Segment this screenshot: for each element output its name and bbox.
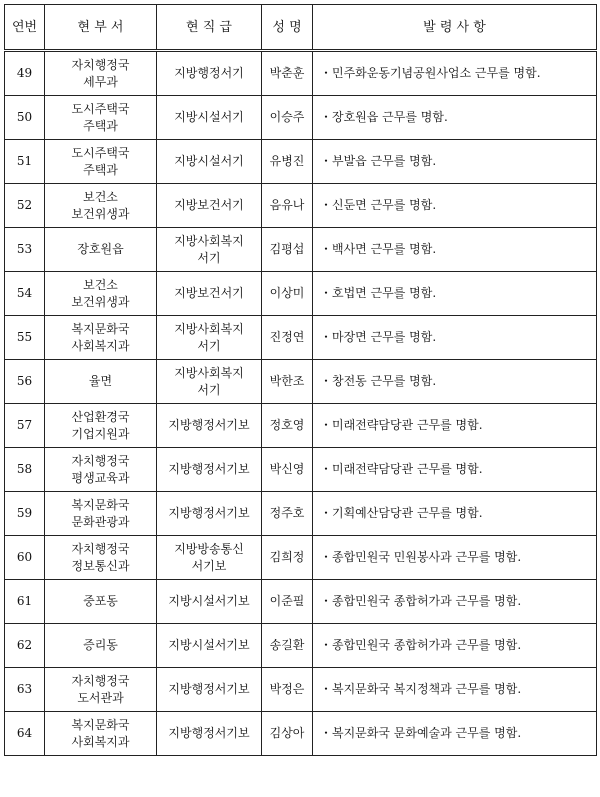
employee-name-cell	[262, 492, 313, 536]
current-department-cell-text: 자치행정국 세무과	[71, 57, 130, 89]
header-appointment: 발 령 사 항	[313, 5, 597, 51]
current-grade-cell	[157, 536, 262, 580]
table-row	[5, 140, 597, 184]
appointment-cell	[313, 96, 597, 140]
table-row	[5, 624, 597, 668]
appointment-cell	[313, 712, 597, 756]
appointment-cell	[313, 228, 597, 272]
header-current-grade: 현 직 급	[157, 5, 262, 51]
employee-name-cell-text: 음유나	[269, 198, 305, 212]
appointment-cell	[313, 272, 597, 316]
serial-number-cell	[5, 140, 45, 184]
table-row	[5, 580, 597, 624]
current-department-cell-text: 복지문화국 사회복지과	[71, 321, 130, 353]
current-department-cell	[45, 712, 157, 756]
serial-number-cell	[5, 492, 45, 536]
current-department-cell	[45, 228, 157, 272]
current-grade-cell	[157, 492, 262, 536]
table-row	[5, 184, 597, 228]
appointment-cell-text: ・부발읍 근무를 명함.	[320, 154, 437, 168]
current-department-cell-text: 도시주택국 주택과	[71, 145, 130, 177]
appointment-cell-text: ・미래전략담당관 근무를 명함.	[320, 418, 483, 432]
employee-name-cell-text: 박한조	[269, 374, 305, 388]
current-grade-cell-text: 지방보건서기	[174, 286, 244, 300]
employee-name-cell	[262, 360, 313, 404]
employee-name-cell-text: 김평섭	[269, 242, 305, 256]
current-grade-cell-text: 지방시설서기	[174, 110, 244, 124]
employee-name-cell-text: 이승주	[269, 110, 305, 124]
current-department-cell-text: 복지문화국 사회복지과	[71, 717, 130, 749]
employee-name-cell	[262, 51, 313, 96]
current-department-cell-text: 증리동	[83, 638, 118, 652]
current-department-cell	[45, 51, 157, 96]
current-grade-cell-text: 지방시설서기	[174, 154, 244, 168]
table-row	[5, 668, 597, 712]
employee-name-cell	[262, 536, 313, 580]
table-row	[5, 448, 597, 492]
appointment-cell-text: ・복지문화국 복지정책과 근무를 명함.	[320, 682, 522, 696]
current-grade-cell	[157, 140, 262, 184]
table-row	[5, 536, 597, 580]
appointment-cell-text: ・복지문화국 문화예술과 근무를 명함.	[320, 726, 522, 740]
serial-number-cell-text: 55	[16, 330, 33, 344]
current-department-cell-text: 자치행정국 정보통신과	[71, 541, 130, 573]
current-grade-cell-text: 지방행정서기보	[168, 682, 250, 696]
personnel-order-table	[4, 4, 597, 756]
personnel-order-document	[4, 4, 596, 756]
serial-number-cell	[5, 404, 45, 448]
appointment-cell-text: ・마장면 근무를 명함.	[320, 330, 437, 344]
serial-number-cell-text: 54	[16, 286, 33, 300]
current-grade-cell-text: 지방방송통신 서기보	[174, 541, 244, 573]
employee-name-cell-text: 김희정	[269, 550, 305, 564]
appointment-cell	[313, 536, 597, 580]
current-grade-cell	[157, 272, 262, 316]
current-department-cell	[45, 272, 157, 316]
current-department-cell	[45, 668, 157, 712]
current-grade-cell-text: 지방보건서기	[174, 198, 244, 212]
header-name: 성 명	[262, 5, 313, 51]
employee-name-cell-text: 송길환	[269, 638, 305, 652]
current-department-cell-text: 율면	[88, 374, 113, 388]
current-grade-cell	[157, 316, 262, 360]
table-row	[5, 228, 597, 272]
appointment-cell-text: ・기획예산담당관 근무를 명함.	[320, 506, 483, 520]
employee-name-cell	[262, 712, 313, 756]
serial-number-cell-text: 63	[16, 682, 33, 696]
appointment-cell	[313, 492, 597, 536]
serial-number-cell-text: 49	[16, 66, 33, 80]
current-grade-cell-text: 지방사회복지 서기	[174, 233, 244, 265]
serial-number-cell-text: 64	[16, 726, 33, 740]
serial-number-cell-text: 60	[16, 550, 33, 564]
serial-number-cell	[5, 580, 45, 624]
employee-name-cell-text: 박신영	[269, 462, 305, 476]
current-grade-cell	[157, 96, 262, 140]
current-grade-cell	[157, 404, 262, 448]
appointment-cell-text: ・종합민원국 종합허가과 근무를 명함.	[320, 594, 522, 608]
employee-name-cell	[262, 140, 313, 184]
current-department-cell-text: 산업환경국 기업지원과	[71, 409, 130, 441]
employee-name-cell-text: 이상미	[269, 286, 305, 300]
appointment-cell	[313, 184, 597, 228]
header-current-department: 현 부 서	[45, 5, 157, 51]
current-grade-cell	[157, 184, 262, 228]
current-grade-cell	[157, 624, 262, 668]
serial-number-cell-text: 52	[16, 198, 33, 212]
appointment-cell-text: ・창전동 근무를 명함.	[320, 374, 437, 388]
serial-number-cell	[5, 96, 45, 140]
serial-number-cell	[5, 668, 45, 712]
current-department-cell	[45, 448, 157, 492]
appointment-cell-text: ・장호원읍 근무를 명함.	[320, 110, 448, 124]
employee-name-cell	[262, 96, 313, 140]
current-grade-cell-text: 지방행정서기	[174, 66, 244, 80]
current-department-cell-text: 자치행정국 평생교육과	[71, 453, 130, 485]
table-row	[5, 492, 597, 536]
current-grade-cell	[157, 360, 262, 404]
serial-number-cell-text: 61	[16, 594, 33, 608]
current-department-cell	[45, 492, 157, 536]
employee-name-cell-text: 정호영	[269, 418, 305, 432]
current-grade-cell-text: 지방행정서기보	[168, 726, 250, 740]
serial-number-cell-text: 51	[16, 154, 33, 168]
employee-name-cell	[262, 184, 313, 228]
table-row	[5, 272, 597, 316]
table-row	[5, 360, 597, 404]
appointment-cell	[313, 668, 597, 712]
appointment-cell	[313, 448, 597, 492]
current-department-cell-text: 중포동	[83, 594, 118, 608]
appointment-cell-text: ・종합민원국 민원봉사과 근무를 명함.	[320, 550, 522, 564]
employee-name-cell-text: 이준필	[269, 594, 305, 608]
serial-number-cell-text: 62	[16, 638, 33, 652]
serial-number-cell	[5, 228, 45, 272]
current-grade-cell	[157, 580, 262, 624]
employee-name-cell-text: 김상아	[269, 726, 305, 740]
header-row	[5, 5, 597, 51]
serial-number-cell	[5, 360, 45, 404]
table-row	[5, 404, 597, 448]
serial-number-cell	[5, 448, 45, 492]
serial-number-cell-text: 57	[16, 418, 33, 432]
serial-number-cell-text: 58	[16, 462, 33, 476]
employee-name-cell	[262, 624, 313, 668]
appointment-cell-text: ・신둔면 근무를 명함.	[320, 198, 437, 212]
current-department-cell-text: 도시주택국 주택과	[71, 101, 130, 133]
current-department-cell-text: 보건소 보건위생과	[71, 189, 130, 221]
current-grade-cell	[157, 448, 262, 492]
header-serial-number: 연번	[5, 5, 45, 51]
appointment-cell	[313, 624, 597, 668]
current-department-cell	[45, 580, 157, 624]
serial-number-cell	[5, 624, 45, 668]
appointment-cell	[313, 580, 597, 624]
appointment-cell	[313, 140, 597, 184]
current-grade-cell-text: 지방행정서기보	[168, 462, 250, 476]
employee-name-cell	[262, 448, 313, 492]
appointment-cell-text: ・종합민원국 종합허가과 근무를 명함.	[320, 638, 522, 652]
serial-number-cell	[5, 316, 45, 360]
current-department-cell	[45, 96, 157, 140]
table-row	[5, 96, 597, 140]
employee-name-cell	[262, 272, 313, 316]
appointment-cell	[313, 316, 597, 360]
current-grade-cell	[157, 668, 262, 712]
employee-name-cell	[262, 580, 313, 624]
appointment-cell	[313, 360, 597, 404]
current-department-cell-text: 장호원읍	[77, 242, 124, 256]
current-department-cell	[45, 140, 157, 184]
appointment-cell-text: ・민주화운동기념공원사업소 근무를 명함.	[320, 66, 541, 80]
current-grade-cell-text: 지방사회복지 서기	[174, 365, 244, 397]
current-grade-cell	[157, 228, 262, 272]
serial-number-cell	[5, 51, 45, 96]
employee-name-cell-text: 정주호	[269, 506, 305, 520]
table-body	[5, 51, 597, 756]
current-department-cell-text: 보건소 보건위생과	[71, 277, 130, 309]
current-grade-cell	[157, 712, 262, 756]
current-grade-cell-text: 지방시설서기보	[168, 638, 250, 652]
current-department-cell	[45, 536, 157, 580]
current-grade-cell	[157, 51, 262, 96]
appointment-cell	[313, 404, 597, 448]
current-grade-cell-text: 지방행정서기보	[168, 506, 250, 520]
appointment-cell-text: ・미래전략담당관 근무를 명함.	[320, 462, 483, 476]
serial-number-cell	[5, 712, 45, 756]
current-grade-cell-text: 지방행정서기보	[168, 418, 250, 432]
employee-name-cell	[262, 228, 313, 272]
serial-number-cell-text: 56	[16, 374, 33, 388]
employee-name-cell	[262, 668, 313, 712]
current-department-cell	[45, 404, 157, 448]
serial-number-cell	[5, 272, 45, 316]
employee-name-cell-text: 박정은	[269, 682, 305, 696]
current-department-cell	[45, 360, 157, 404]
current-department-cell-text: 복지문화국 문화관광과	[71, 497, 130, 529]
serial-number-cell-text: 59	[16, 506, 33, 520]
serial-number-cell-text: 53	[16, 242, 33, 256]
current-department-cell	[45, 184, 157, 228]
appointment-cell	[313, 51, 597, 96]
current-grade-cell-text: 지방사회복지 서기	[174, 321, 244, 353]
serial-number-cell	[5, 184, 45, 228]
employee-name-cell	[262, 316, 313, 360]
serial-number-cell	[5, 536, 45, 580]
employee-name-cell-text: 유병진	[269, 154, 305, 168]
employee-name-cell-text: 박춘훈	[269, 66, 305, 80]
serial-number-cell-text: 50	[16, 110, 33, 124]
appointment-cell-text: ・백사면 근무를 명함.	[320, 242, 437, 256]
appointment-cell-text: ・호법면 근무를 명함.	[320, 286, 437, 300]
current-department-cell	[45, 316, 157, 360]
current-grade-cell-text: 지방시설서기보	[168, 594, 250, 608]
employee-name-cell	[262, 404, 313, 448]
table-row	[5, 712, 597, 756]
current-department-cell-text: 자치행정국 도서관과	[71, 673, 130, 705]
employee-name-cell-text: 진정연	[269, 330, 305, 344]
table-header	[5, 5, 597, 51]
current-department-cell	[45, 624, 157, 668]
table-row	[5, 51, 597, 96]
table-row	[5, 316, 597, 360]
